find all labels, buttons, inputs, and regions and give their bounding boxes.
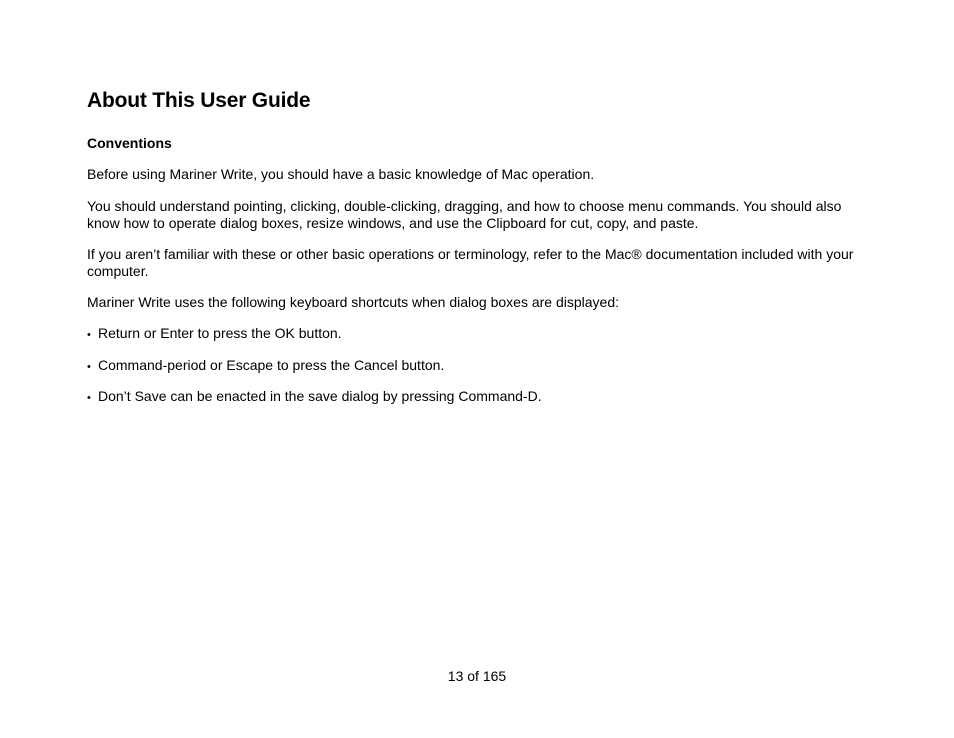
- paragraph-understand-operations: You should understand pointing, clicking, double-clicking, dragging, and how to choose menu commands. You should also know how to operate dialog boxes, resize windows, and use the Clipboard for cut, copy, and paste.: [87, 198, 842, 231]
- paragraph-basic-knowledge: Before using Mariner Write, you should have a basic knowledge of Mac operation.: [87, 166, 595, 182]
- section-heading-conventions: Conventions: [87, 135, 172, 151]
- bullet-item-dont-save: [87, 388, 542, 407]
- page-number: 13 of 165: [447, 668, 507, 684]
- bullet-icon: •: [87, 329, 91, 341]
- paragraph-keyboard-shortcuts-intro: Mariner Write uses the following keyboard shortcuts when dialog boxes are displayed:: [87, 294, 620, 310]
- bullet-icon: •: [87, 392, 91, 404]
- bullet-text: Command-period or Escape to press the Cancel button.: [98, 357, 445, 373]
- page-content: [87, 0, 877, 738]
- bullet-icon: •: [87, 361, 91, 373]
- bullet-text: Don’t Save can be enacted in the save dialog by pressing Command-D.: [98, 388, 542, 404]
- bullet-item-return-enter: [87, 325, 342, 344]
- page-title: About This User Guide: [87, 89, 311, 112]
- paragraph-refer-documentation: If you aren’t familiar with these or other basic operations or terminology, refer to the Mac® documentation included with your computer.: [87, 246, 854, 279]
- bullet-text: Return or Enter to press the OK button.: [98, 325, 342, 341]
- bullet-item-command-period: [87, 357, 444, 376]
